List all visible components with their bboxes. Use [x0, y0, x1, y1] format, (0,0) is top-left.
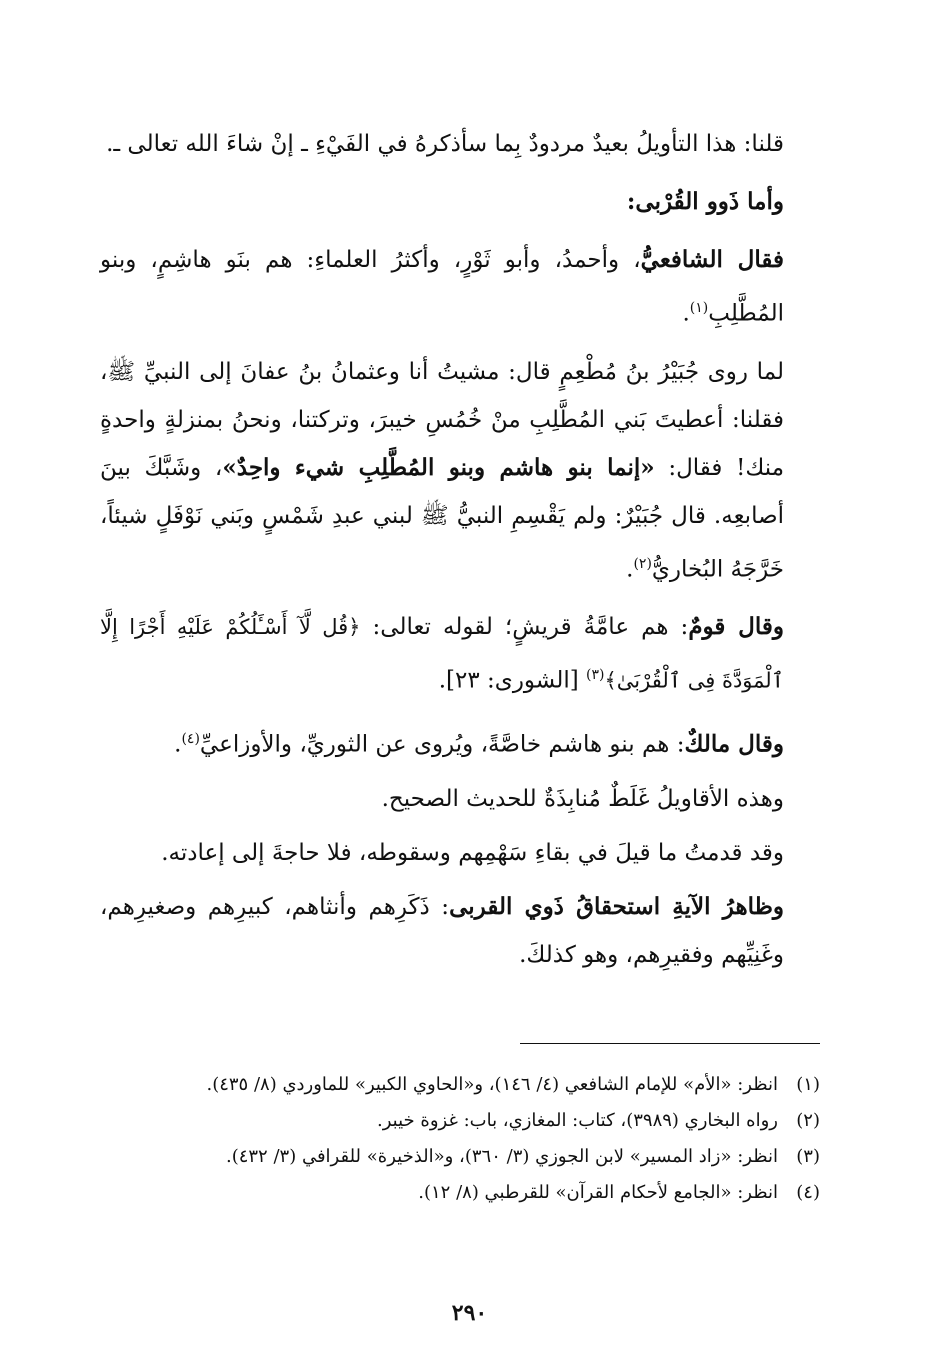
paragraph-8-text: : ذَكَرِهم وأنثاهم، كبيرِهم وصغيرِهم، وغَنِيِّهم وفقيرِهم، وهو كذلكَ.	[100, 893, 784, 968]
paragraph-8	[100, 883, 820, 979]
footnote-text: انظر: «الأم» للإمام الشافعي (٤/ ١٤٦)، و«الحاوي الكبير» للماوردي (٨/ ٤٣٥).	[206, 1074, 778, 1095]
paragraph-2-end: .	[682, 300, 690, 327]
footnote-ref-4: (٤)	[181, 730, 200, 747]
paragraph-1-text: قلنا: هذا التأويلُ بعيدٌ مردودٌ بِما سأذكرهُ في الفَيْءِ ـ إنْ شاءَ الله تعالى ـ.	[106, 131, 784, 157]
paragraph-5-lead: وقال مالكٌ	[684, 730, 784, 758]
paragraph-5-text: : هم بنو هاشم خاصَّةً، ويُروى عن الثوريِّ، والأوزاعيِّ	[199, 731, 685, 758]
footnote-divider	[520, 1043, 820, 1044]
footnote-ref-3: (٣)	[586, 667, 605, 684]
page-number: ٢٩٠	[451, 1300, 488, 1326]
paragraph-6: وهذه الأقاويلُ غَلَطٌ مُنابِذَةٌ للحديث الصحيح.	[381, 785, 784, 812]
footnote-number: (٣)	[796, 1146, 820, 1167]
paragraph-3	[100, 348, 820, 594]
paragraph-5-end: .	[174, 731, 182, 758]
paragraph-7: وقد قدمتُ ما قيلَ في بقاءِ سَهْمِهم وسقوطه، فلا حاجةَ إلى إعادته.	[161, 839, 784, 866]
section-heading: وأما ذَوو القُرْبى:	[626, 188, 784, 215]
paragraph-2-text: ، وأحمدُ، وأبو ثَوْرٍ، وأكثرُ العلماءِ: هم بنَو هاشِمٍ، وبنو المُطَّلِبِ	[100, 247, 784, 327]
footnote-ref-2: (٢)	[633, 555, 652, 572]
footnote-item	[100, 1070, 820, 1100]
paragraph-4-text: : هم عامَّةُ قريشٍ؛ لقوله تعالى:	[360, 614, 689, 641]
paragraph-3-rest: ، وشَبَّكَ بينَ أصابعِه. قال جُبَيْرٌ: ولم يَقْسِمِ النبيُّ ﷺ لبني عبدِ شَمْسٍ وبَني نَوْفَلٍ شيئاً، خَرَّجَهُ البُخاريُّ	[100, 454, 784, 583]
page-body	[100, 120, 820, 989]
paragraph-3-text: لما روى جُبَيْرُ بنُ مُطْعِمٍ قال: مشيتُ أنا وعثمانُ بنُ عفانَ إلى النبيِّ ﷺ، فقلنا: أعطيتَ بَني المُطَّلِبِ منْ خُمُسِ خيبرَ، وتركتنا، ونحنُ بمنزلةٍ واحدةٍ منك! فقال:	[100, 358, 785, 481]
paragraph-4	[100, 603, 820, 705]
paragraph-8-lead: وظاهرُ الآيةِ استحقاقُ ذَوي القربى	[449, 892, 785, 920]
paragraph-3-hadith-quote: «إنما بنو هاشم وبنو المُطَّلِبِ شيء واحِدٌ»	[222, 453, 655, 481]
quran-verse: ﴿قُل لَّآ أَسْـَٔلُكُمْ عَلَيْهِ أَجْرًا إِلَّا ٱلْمَوَدَّةَ فِى ٱلْقُرْبَىٰ﴾	[100, 615, 784, 693]
footnote-number: (٤)	[796, 1182, 820, 1203]
paragraph-1	[100, 120, 820, 168]
paragraph-3-end: .	[626, 556, 634, 583]
paragraph-2	[100, 236, 820, 338]
footnote-item	[100, 1106, 820, 1136]
footnote-text: رواه البخاري (٣٩٨٩)، كتاب: المغازي، باب: غزوة خيبر.	[377, 1110, 778, 1131]
footnote-item	[100, 1178, 820, 1208]
footnote-item	[100, 1142, 820, 1172]
footnote-text: انظر: «الجامع لأحكام القرآن» للقرطبي (٨/ ١٢).	[418, 1182, 778, 1203]
paragraph-4-lead: وقال قومٌ	[688, 613, 784, 641]
footnote-text: انظر: «زاد المسير» لابن الجوزي (٣/ ٣٦٠)، و«الذخيرة» للقرافي (٣/ ٤٣٢).	[225, 1146, 778, 1167]
footnote-number: (٢)	[796, 1110, 820, 1131]
footnote-ref-1: (١)	[689, 300, 709, 316]
verse-citation: [الشورى: ٢٣].	[438, 667, 587, 694]
paragraph-5	[100, 715, 820, 769]
footnotes	[100, 1070, 820, 1214]
paragraph-2-lead: فقال الشافعيُّ	[640, 246, 784, 273]
footnote-number: (١)	[796, 1074, 820, 1095]
